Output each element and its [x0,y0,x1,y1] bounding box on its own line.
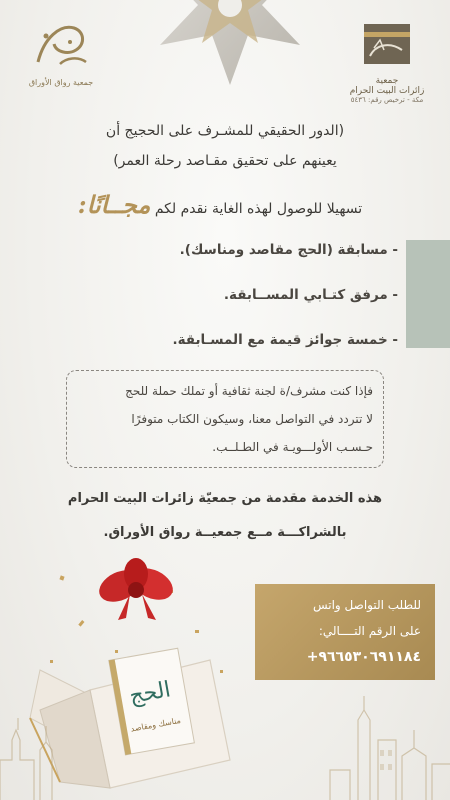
intro-quote [60,116,390,176]
kaaba-logo-icon [354,20,420,70]
whatsapp-phone-number[interactable]: +٩٦٦٥٣٠٦٩١١٨٤ [306,649,421,665]
red-bow-icon [94,558,178,620]
list-item: - خمسة جوائز قيمة مع المسـابقة. [172,332,398,348]
zaerat-license: مكة - ترخيص رقم: ٥٤٣٦ [350,96,424,104]
list-item: - مرفق كتـابي المســابقة. [223,287,398,303]
star-ornament [140,0,320,90]
calligraphy-logo-icon [30,18,92,72]
service-statement [40,482,410,550]
note-line1: فإذا كنت مشرف/ة لجنة ثقافية أو تملك حملة للحج [125,384,373,398]
offer-line [30,190,410,219]
book-subtitle: مناسك ومقاصد [129,715,182,734]
contact-box [255,584,435,680]
zaerat-line2: زائرات البيت الحرام [349,86,425,96]
contact-line2: على الرقم التــــالي: [318,624,421,638]
intro-line2: يعينهم على تحقيق مقـاصد رحلة العمر) [113,153,337,169]
rawaq-logo [16,18,106,87]
list-item: - مسابقة (الحج مقاصد ومناسك). [179,242,398,258]
note-line3: حـسـب الأولـــويـة في الطـلــب. [212,440,373,454]
note-box [66,370,384,468]
offer-text: تسهيلا للوصول لهذه الغاية نقدم لكم [154,201,363,217]
book-title: الحج [127,677,173,710]
side-accent-bar [406,240,450,348]
intro-line1: (الدور الحقيقي للمشـرف على الحجيج أن [105,123,345,139]
service-line2: بالشراكـــة مــع جمعيــة رواق الأوراق. [103,525,347,540]
note-line2: لا تتردد في التواصل معنا، وسيكون الكتاب متوفرًا [131,412,373,426]
contact-line1: للطلب التواصل واتس [312,598,421,612]
service-line1: هذه الخدمة مقدمة من جمعيّة زائرات البيت الحرام [67,491,383,506]
rawaq-caption: جمعية رواق الأوراق [28,78,94,87]
free-label: مجــانًا: [77,190,151,219]
zaerat-line1: جمعية [375,76,399,86]
offer-list [98,240,398,375]
makkah-skyline-icon [0,690,450,800]
zaerat-logo [332,20,442,104]
